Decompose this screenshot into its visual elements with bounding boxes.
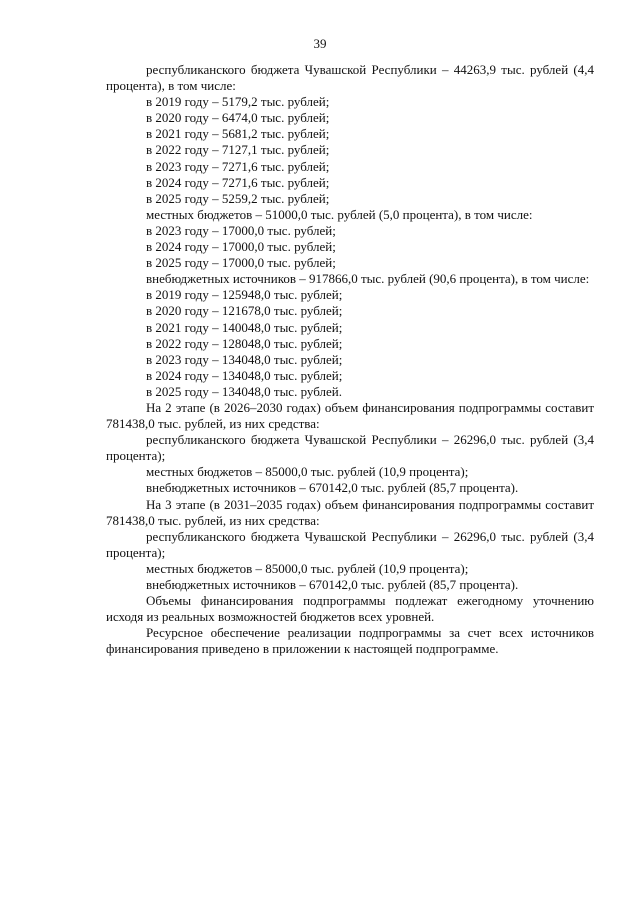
- paragraph: в 2023 году – 17000,0 тыс. рублей;: [146, 222, 336, 238]
- paragraph: в 2025 году – 5259,2 тыс. рублей;: [146, 190, 330, 206]
- paragraph: в 2024 году – 17000,0 тыс. рублей;: [146, 239, 336, 255]
- paragraph: внебюджетных источников – 670142,0 тыс. рублей (85,7 процента).: [146, 480, 519, 496]
- paragraph: в 2024 году – 7271,6 тыс. рублей;: [146, 174, 330, 190]
- paragraph: в 2024 году – 134048,0 тыс. рублей;: [146, 367, 343, 383]
- paragraph: в 2023 году – 7271,6 тыс. рублей;: [146, 158, 330, 174]
- paragraph: в 2021 году – 140048,0 тыс. рублей;: [146, 319, 343, 335]
- paragraph: республиканского бюджета Чувашской Республики – 26296,0 тыс. рублей (3,4 процента);: [106, 432, 594, 464]
- paragraph: республиканского бюджета Чувашской Республики – 44263,9 тыс. рублей (4,4 процента), в том числе:: [106, 62, 594, 94]
- paragraph: республиканского бюджета Чувашской Республики – 26296,0 тыс. рублей (3,4 процента);: [106, 528, 594, 560]
- paragraph: в 2020 году – 6474,0 тыс. рублей;: [146, 110, 330, 126]
- document-body: [106, 62, 594, 657]
- paragraph: в 2022 году – 7127,1 тыс. рублей;: [146, 142, 330, 158]
- paragraph: в 2023 году – 134048,0 тыс. рублей;: [146, 351, 343, 367]
- paragraph: местных бюджетов – 85000,0 тыс. рублей (10,9 процента);: [146, 560, 469, 576]
- paragraph: в 2025 году – 134048,0 тыс. рублей.: [146, 383, 342, 399]
- paragraph: Объемы финансирования подпрограммы подлежат ежегодному уточнению исходя из реальных возможностей бюджетов всех уровней.: [106, 593, 594, 625]
- paragraph: в 2025 году – 17000,0 тыс. рублей;: [146, 255, 336, 271]
- paragraph: Ресурсное обеспечение реализации подпрограммы за счет всех источников финансирования приведено в приложении к настоящей подпрограмме.: [106, 625, 594, 657]
- paragraph: На 3 этапе (в 2031–2035 годах) объем финансирования подпрограммы составит 781438,0 тыс. рублей, из них средства:: [106, 496, 594, 528]
- page-number: 39: [313, 36, 327, 51]
- paragraph: в 2019 году – 125948,0 тыс. рублей;: [146, 287, 343, 303]
- paragraph: На 2 этапе (в 2026–2030 годах) объем финансирования подпрограммы составит 781438,0 тыс. рублей, из них средства:: [106, 399, 594, 432]
- paragraph: в 2019 году – 5179,2 тыс. рублей;: [146, 94, 330, 110]
- paragraph: внебюджетных источников – 670142,0 тыс. рублей (85,7 процента).: [146, 577, 519, 592]
- paragraph: местных бюджетов – 85000,0 тыс. рублей (10,9 процента);: [146, 464, 469, 480]
- paragraph: местных бюджетов – 51000,0 тыс. рублей (5,0 процента), в том числе:: [146, 206, 533, 222]
- paragraph: в 2021 году – 5681,2 тыс. рублей;: [146, 126, 330, 142]
- paragraph: в 2020 году – 121678,0 тыс. рублей;: [146, 303, 343, 319]
- paragraph: внебюджетных источников – 917866,0 тыс. рублей (90,6 процента), в том числе:: [146, 271, 590, 287]
- paragraph: в 2022 году – 128048,0 тыс. рублей;: [146, 335, 343, 351]
